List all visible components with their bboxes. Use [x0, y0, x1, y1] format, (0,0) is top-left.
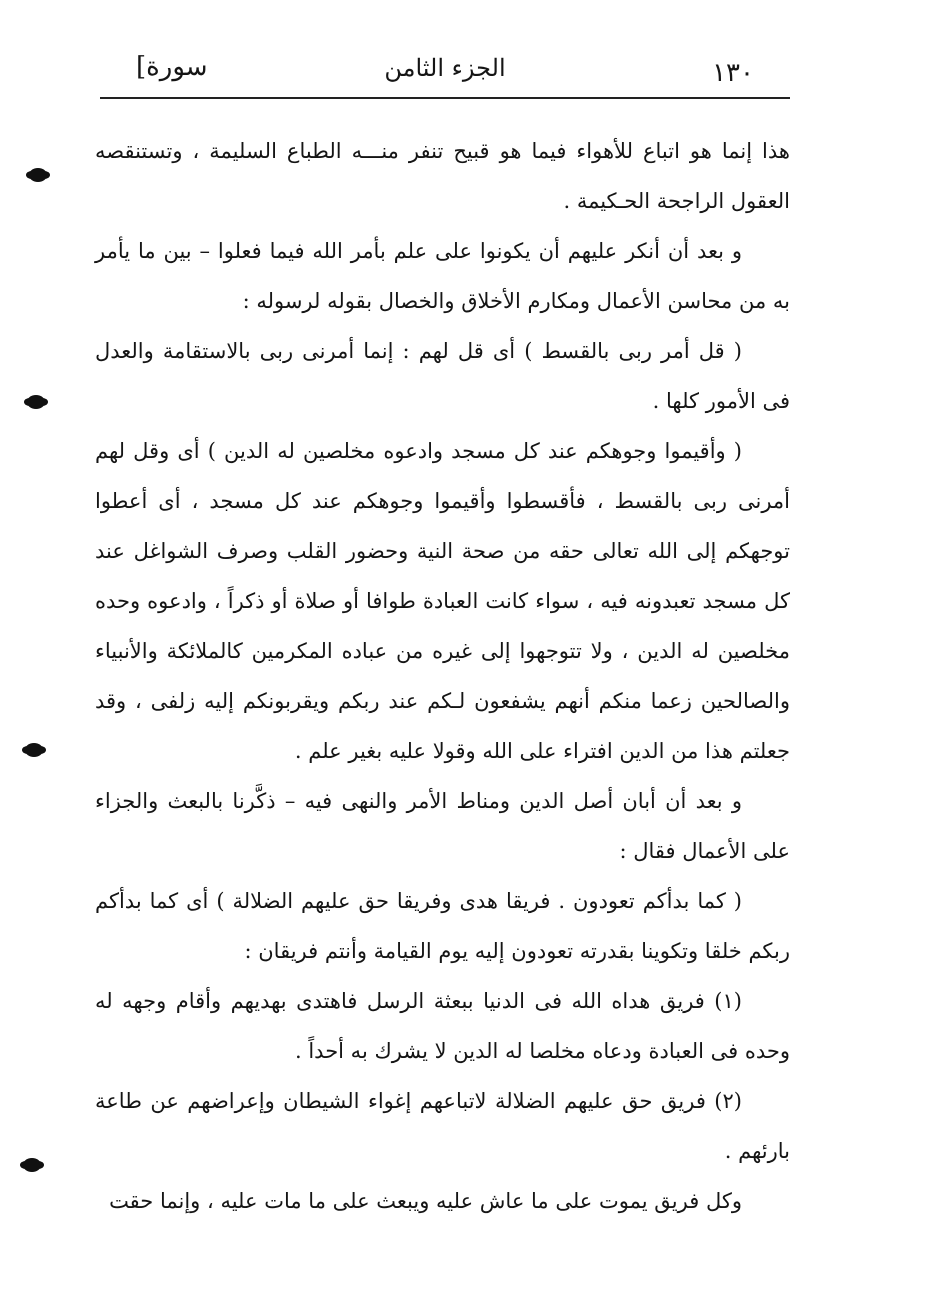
paragraph-4: ( وأقيموا وجوهكم عند كل مسجد وادعوه مخلصين له الدين ) أى وقل لهم أمرنى ربى بالقسط ، فأقسطوا وأقيموا وجوهكم عند كل مسجد ، أى أعطوا توجهكم إلى الله تعالى حقه من صحة النية وحضور القلب وصرف الشواغل عند كل مسجد تعبدونه فيه ، سواء كانت العبادة طوافا أو صلاة أو ذكراً ، وادعوه وحده مخلصين له الدين ، ولا تتوجهوا إلى غيره من عباده المكرمين كالملائكة والأنبياء والصالحين زعما منكم أنهم يشفعون لـكم عند ربكم ويقربونكم إليه زلفى ، وقد جعلتم هذا من الدين افتراء على الله وقولا عليه بغير علم . — [95, 439, 790, 763]
paragraph-6: ( كما بدأكم تعودون . فريقا هدى وفريقا حق عليهم الضلالة ) أى كما بدأكم ربكم خلقا وتكوينا بقدرته تعودون إليه يوم القيامة وأنتم فريقان : — [95, 889, 790, 963]
body-text — [95, 126, 790, 1226]
page-header — [100, 40, 790, 100]
part-title: الجزء الثامن — [384, 54, 506, 82]
surah-label: [سورة — [136, 52, 208, 82]
page-number: ١٣٠ — [712, 58, 754, 88]
paragraph-5: و بعد أن أبان أصل الدين ومناط الأمر والنهى فيه – ذكَّرنا بالبعث والجزاء على الأعمال فقال : — [95, 789, 790, 863]
header-rule — [100, 97, 790, 99]
paragraph-2: و بعد أن أنكر عليهم أن يكونوا على علم بأمر الله فيما فعلوا – بين ما يأمر به من محاسن الأعمال ومكارم الأخلاق والخصال بقوله لرسوله : — [95, 239, 790, 313]
paragraph-9: وكل فريق يموت على ما عاش عليه ويبعث على ما مات عليه ، وإنما حقت — [109, 1189, 742, 1213]
paragraph-8: (٢) فريق حق عليهم الضلالة لاتباعهم إغواء الشيطان وإعراضهم عن طاعة بارئهم . — [95, 1089, 790, 1163]
paragraph-1: هذا إنما هو اتباع للأهواء فيما هو قبيح تنفر منـــه الطباع السليمة ، وتستنقصه العقول الراجحة الحـكيمة . — [95, 139, 790, 213]
paragraph-7: (١) فريق هداه الله فى الدنيا ببعثة الرسل فاهتدى بهديهم وأقام وجهه له وحده فى العبادة ودعاه مخلصا له الدين لا يشرك به أحداً . — [95, 989, 790, 1063]
paragraph-3: ( قل أمر ربى بالقسط ) أى قل لهم : إنما أمرنى ربى بالاستقامة والعدل فى الأمور كلها . — [95, 339, 790, 413]
